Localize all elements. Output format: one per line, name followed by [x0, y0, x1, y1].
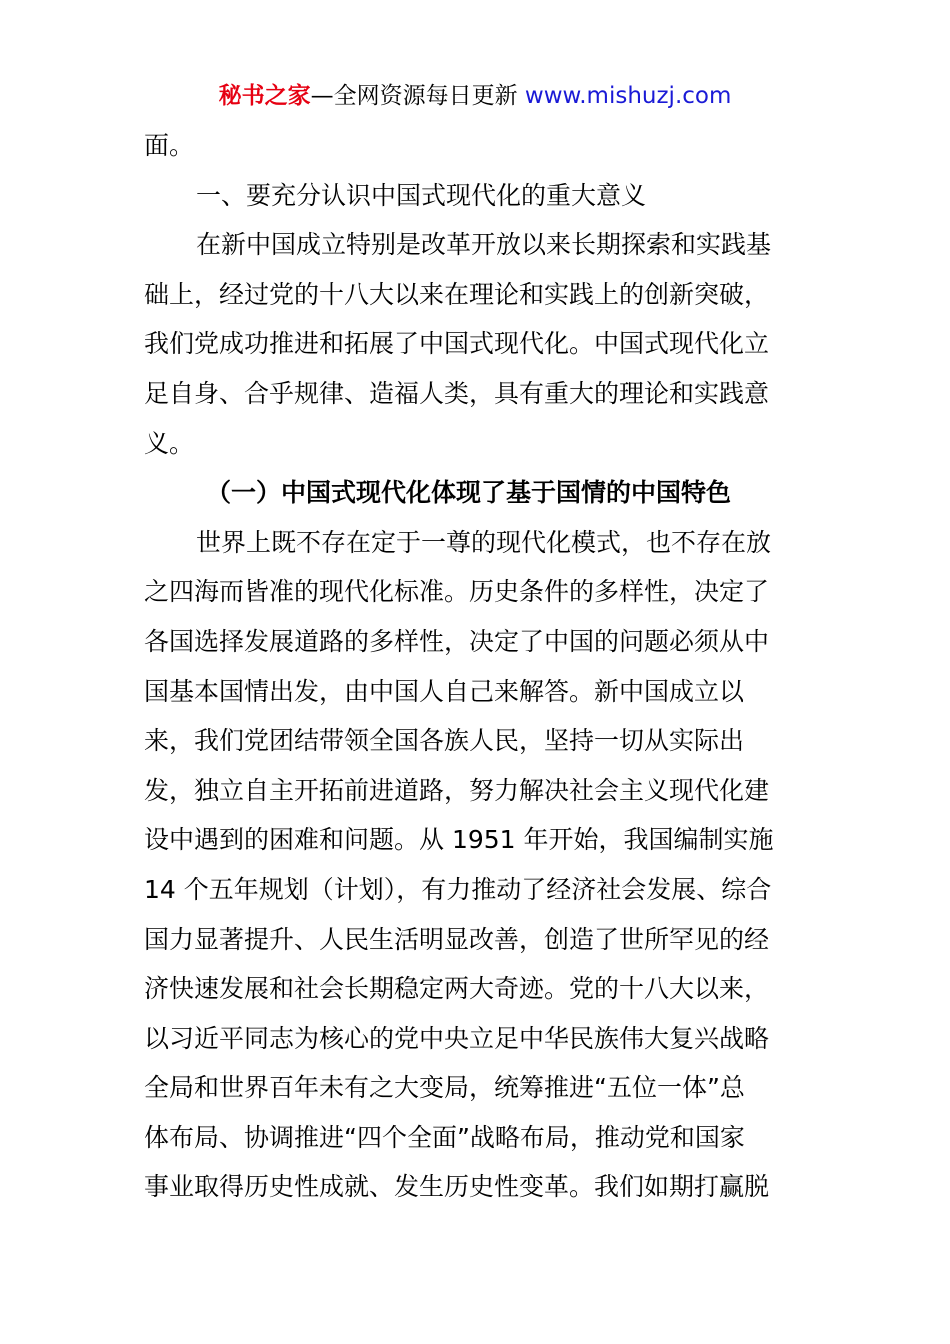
site-tagline: —全网资源每日更新	[310, 83, 525, 109]
text-line: 体布局、协调推进“四个全面”战略布局，推动党和国家	[144, 1122, 745, 1152]
text-line: 各国选择发展道路的多样性，决定了中国的问题必须从中	[144, 626, 770, 656]
text-line: 础上，经过党的十八大以来在理论和实践上的创新突破，	[144, 279, 770, 309]
subsection-heading: （一）中国式现代化体现了基于国情的中国特色	[206, 478, 732, 508]
text-line: 国力显著提升、人民生活明显改善，创造了世所罕见的经	[144, 924, 770, 954]
text-line: 以习近平同志为核心的党中央立足中华民族伟大复兴战略	[144, 1023, 770, 1053]
document-body	[144, 121, 806, 1212]
text-line: 14 个五年规划（计划），有力推动了经济社会发展、综合	[144, 874, 772, 904]
text-line: 全局和世界百年未有之大变局，统筹推进“五位一体”总	[144, 1073, 745, 1103]
site-url[interactable]: www.mishuzj.com	[524, 83, 732, 109]
text-line: 足自身、合乎规律、造福人类，具有重大的理论和实践意	[144, 378, 770, 408]
text-line: 面。	[144, 131, 195, 160]
text-line: 来，我们党团结带领全国各族人民，坚持一切从实际出	[144, 726, 745, 756]
text-line: 之四海而皆准的现代化标准。历史条件的多样性，决定了	[144, 577, 770, 607]
text-line: 国基本国情出发，由中国人自己来解答。新中国成立以	[144, 676, 745, 706]
text-line: 我们党成功推进和拓展了中国式现代化。中国式现代化立	[144, 329, 770, 359]
section-heading: 一、要充分认识中国式现代化的重大意义	[196, 180, 647, 210]
text-line: 世界上既不存在定于一尊的现代化模式，也不存在放	[196, 527, 772, 557]
text-line: 事业取得历史性成就、发生历史性变革。我们如期打赢脱	[144, 1172, 770, 1202]
site-brand: 秘书之家	[218, 83, 311, 109]
text-line: 义。	[144, 428, 195, 458]
text-line: 设中遇到的困难和问题。从 1951 年开始，我国编制实施	[144, 825, 774, 855]
text-line: 济快速发展和社会长期稳定两大奇迹。党的十八大以来，	[144, 974, 770, 1004]
text-line: 发，独立自主开拓前进道路，努力解决社会主义现代化建	[144, 775, 770, 805]
site-header	[0, 79, 950, 113]
text-line: 在新中国成立特别是改革开放以来长期探索和实践基	[196, 230, 772, 260]
